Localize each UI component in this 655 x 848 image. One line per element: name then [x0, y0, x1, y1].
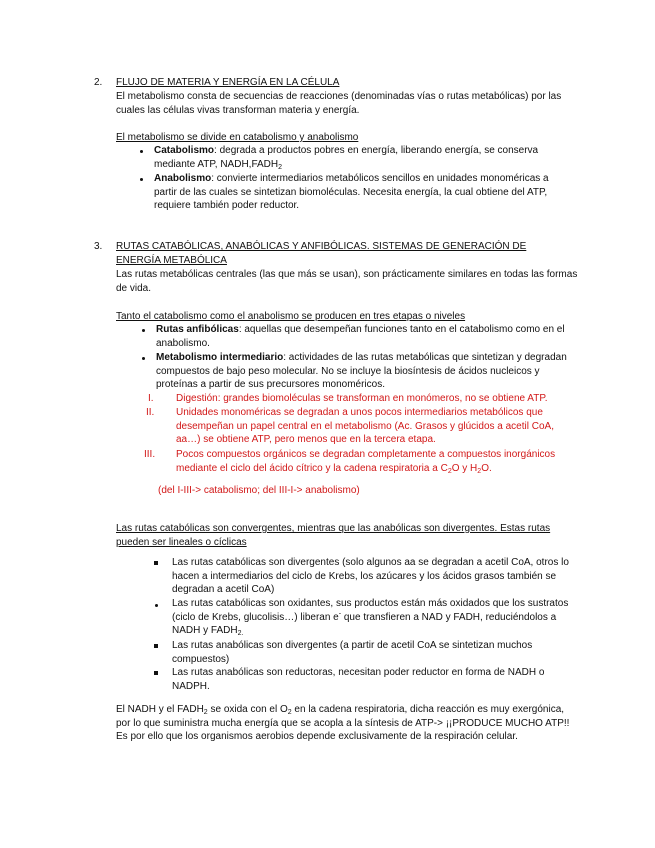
term: Anabolismo: [154, 173, 212, 184]
superscript: -: [338, 610, 342, 618]
list-item: [172, 597, 576, 638]
list-item: [156, 351, 576, 392]
stage-numeral: III.: [144, 449, 156, 460]
section-number: 3.: [94, 241, 103, 252]
subheading: Las rutas catabólicas son convergentes, mientras que las anabólicas son divergentes. Estas rutas pueden ser lineales o cíclicas: [116, 523, 551, 548]
subscript: 2: [278, 163, 283, 171]
subheading: El metabolismo se divide en catabolismo y anabolismo: [116, 132, 359, 143]
list-item: Las rutas anabólicas son divergentes (a partir de acetil CoA se sintetizan muchos compuestos): [172, 640, 533, 665]
bullet-icon: [154, 644, 158, 648]
definition: : convierte intermediarios metabólicos sencillos en unidades monoméricas a partir de las cuales se sintetizan biomoléculas. Necesita energía, la cual obtiene del ATP, requiere también poder reductor.: [154, 173, 549, 212]
stage-numeral: II.: [146, 407, 155, 418]
section-number: 2.: [94, 77, 103, 88]
subscript: 2: [477, 467, 482, 475]
stage-text-part: O y H: [451, 462, 478, 474]
section-title: RUTAS CATABÓLICAS, ANABÓLICAS Y ANFIBÓLICAS. SISTEMAS DE GENERACIÓN DE ENERGÍA METABÓLICA: [116, 241, 527, 266]
section-intro: Las rutas metabólicas centrales (las que más se usan), son prácticamente similares en todas las formas de vida.: [116, 269, 578, 294]
subscript: 2: [447, 467, 452, 475]
paragraph-part: se oxida con el O: [207, 704, 288, 715]
list-item: Las rutas anabólicas son reductoras, necesitan poder reductor en forma de NADH o NADPH.: [172, 667, 545, 692]
closing-paragraph: [116, 703, 578, 744]
paragraph-part: El NADH y el FADH: [116, 704, 204, 715]
bullet-icon: [142, 329, 145, 332]
definition: : degrada a productos pobres en energía, liberando energía, se conserva mediante ATP, NADH,FADH: [154, 145, 539, 170]
list-item: [156, 323, 576, 350]
list-item: Las rutas catabólicas son divergentes (solo algunos aa se degradan a acetil CoA, otros lo hacen a intermediarios del ciclo de Krebs, los azúcares y los ácidos grasos también se degradan a acetil CoA): [172, 557, 569, 596]
stage-text-part: O.: [481, 462, 492, 474]
stage-numeral: I.: [148, 393, 154, 404]
section-title: FLUJO DE MATERIA Y ENERGÍA EN LA CÉLULA: [116, 77, 340, 88]
subheading: Tanto el catabolismo como el anabolismo se producen en tres etapas o niveles: [116, 311, 466, 322]
term: Catabolismo: [154, 145, 215, 156]
definition: : actividades de las rutas metabólicas que sintetizan y degradan compuestos de bajo peso molecular. No se incluye la biosíntesis de ácidos nucleicos y proteínas a partir de sus precursores monoméricos.: [156, 352, 567, 391]
stage-text-part: Pocos compuestos orgánicos se degradan completamente a compuestos inorgánicos mediante el ciclo del ácido cítrico y la cadena respiratoria a C: [176, 449, 556, 474]
stage-text: Digestión: grandes biomoléculas se transforman en monómeros, no se obtiene ATP.: [176, 393, 548, 404]
list-item: [154, 144, 574, 171]
section-intro: El metabolismo consta de secuencias de reacciones (denominadas vías o rutas metabólicas) por las cuales las células vivas transforman materia y energía.: [116, 91, 562, 116]
definition: : aquellas que desempeñan funciones tanto en el catabolismo como en el anabolismo.: [156, 324, 565, 349]
subscript: 2: [203, 709, 208, 716]
bullet-icon: [142, 357, 145, 360]
term: Rutas anfibólicas: [156, 324, 239, 335]
paragraph-part: en la cadena respiratoria, dicha reacción es muy exergónica, por lo que suministra mucha energía que se acopla a la síntesis de ATP-> ¡¡PRODUCE MUCHO ATP!! Es por ello que los organismos aerobios depende exclusivamente de la respiración celular.: [116, 704, 570, 743]
stage-note: (del I-III-> catabolismo; del III-I-> anabolismo): [158, 485, 360, 496]
subscript: 2: [287, 709, 292, 716]
list-item: [154, 172, 574, 213]
term: Metabolismo intermediario: [156, 352, 284, 363]
stage-text: [176, 448, 576, 475]
stage-text: Unidades monoméricas se degradan a unos pocos intermediarios metabólicos que desempeñan un papel central en el metabolismo (Ac. Grasos y glúcidos a acetil CoA, aa…) se obtiene ATP, pero menos que en la tercera etapa.: [176, 407, 554, 446]
list-text-part: Las rutas catabólicas son oxidantes, sus productos están más oxidados que los sustratos (ciclo de Krebs, glucolisis…) liberan e: [172, 598, 569, 623]
list-text-part: que transfieren a NAD y FADH, reduciéndolos a NADH y FADH: [172, 611, 557, 637]
subscript: 2.: [237, 630, 244, 638]
bullet-icon: [140, 150, 143, 153]
bullet-icon: [140, 178, 143, 181]
bullet-icon: [154, 561, 158, 565]
bullet-icon: [155, 604, 158, 607]
bullet-icon: [154, 671, 158, 675]
